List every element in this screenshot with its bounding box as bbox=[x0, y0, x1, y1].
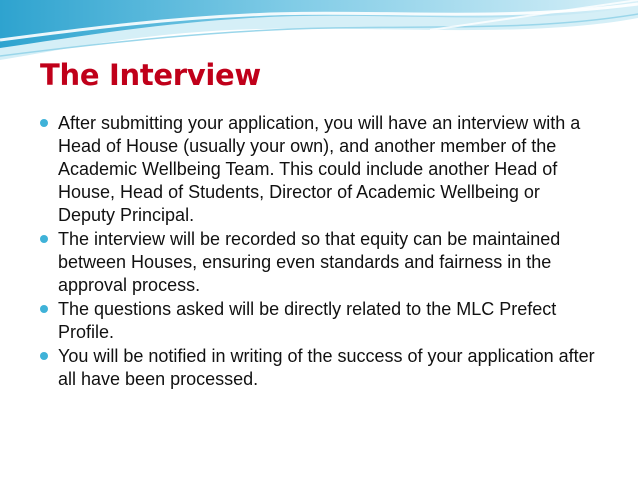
bullet-dot-icon bbox=[40, 352, 48, 360]
bullet-list bbox=[38, 112, 598, 392]
bullet-item bbox=[38, 298, 598, 344]
bullet-dot-icon bbox=[40, 235, 48, 243]
bullet-dot-icon bbox=[40, 305, 48, 313]
bullet-item bbox=[38, 228, 598, 297]
bullet-text: You will be notified in writing of the success of your application after all have been processed. bbox=[58, 346, 595, 389]
bullet-dot-icon bbox=[40, 119, 48, 127]
bullet-text: After submitting your application, you will have an interview with a Head of House (usually your own), and another member of the Academic Wellbeing Team. This could include another Head of House, Head of Students, Director of Academic Wellbeing or Deputy Principal. bbox=[58, 113, 581, 225]
bullet-item bbox=[38, 345, 598, 391]
bullet-text: The questions asked will be directly related to the MLC Prefect Profile. bbox=[58, 299, 557, 342]
slide-title: The Interview bbox=[40, 58, 261, 92]
bullet-text: The interview will be recorded so that equity can be maintained between Houses, ensuring even standards and fairness in the approval process. bbox=[58, 229, 561, 295]
bullet-item bbox=[38, 112, 598, 227]
